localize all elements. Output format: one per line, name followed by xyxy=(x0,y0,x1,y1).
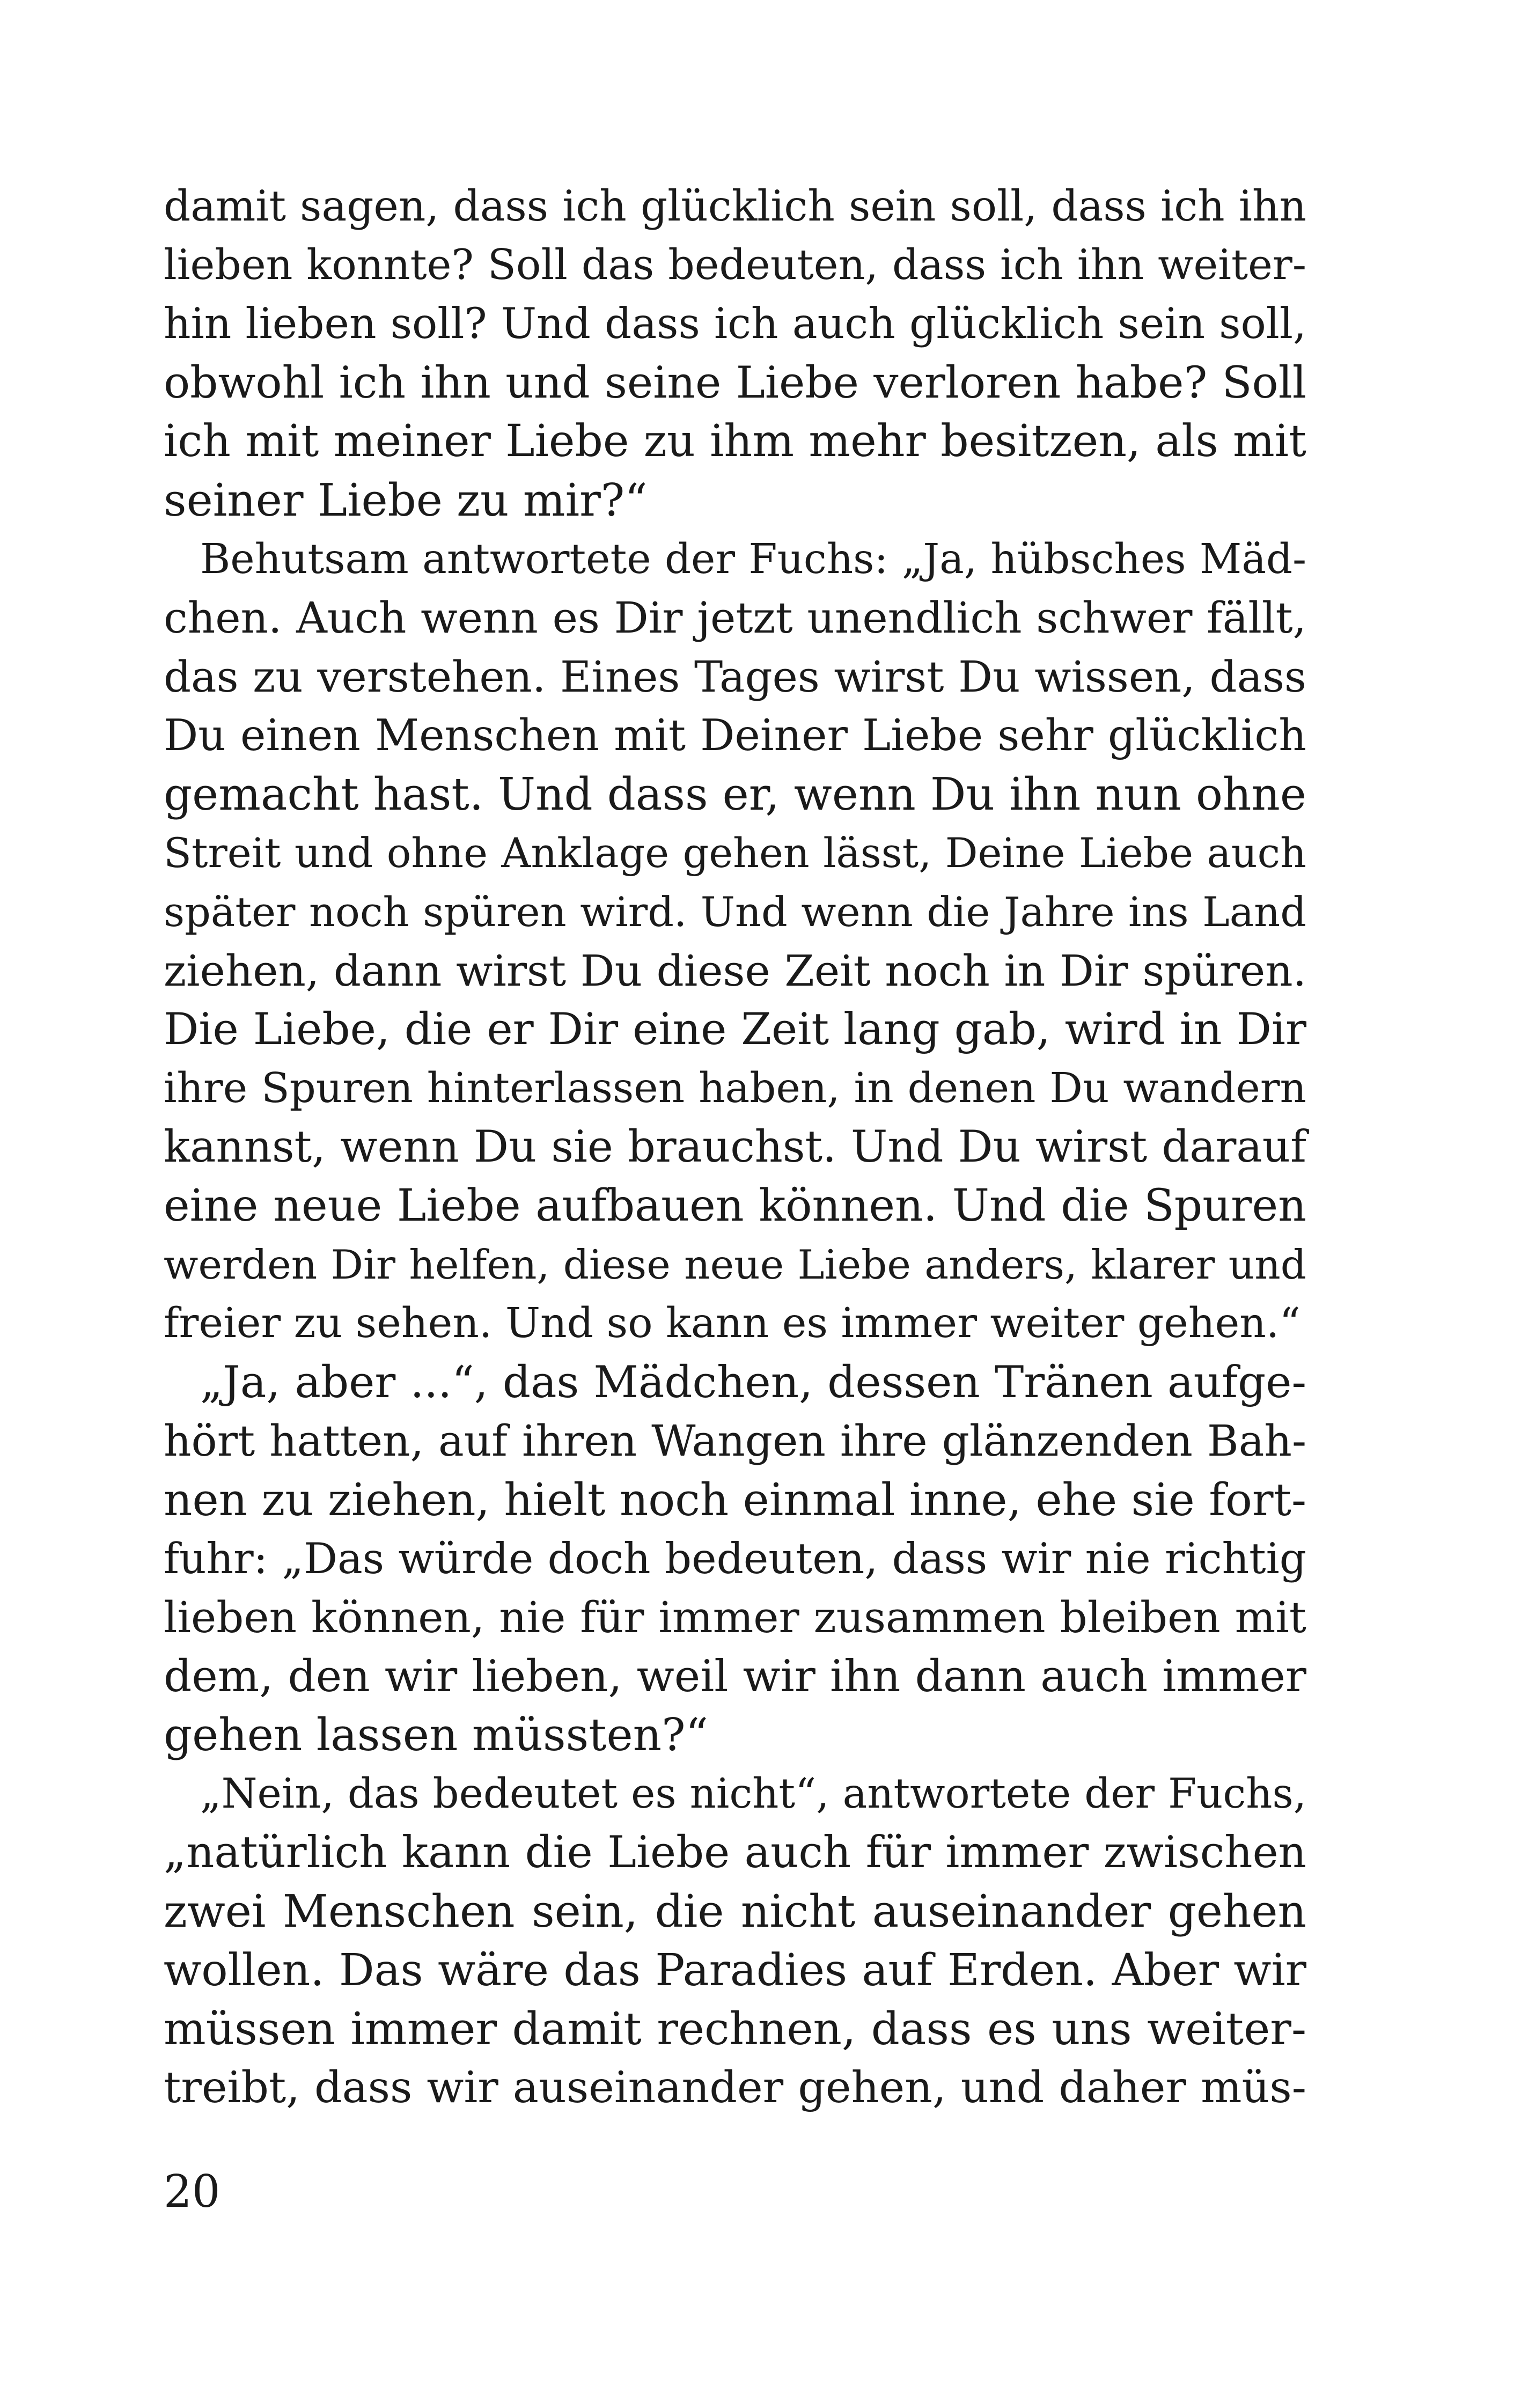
paragraph xyxy=(164,177,1306,530)
text-line: seiner Liebe zu mir?“ xyxy=(164,474,648,526)
text-line: obwohl ich ihn und seine Liebe verloren habe? Soll xyxy=(164,357,1306,408)
text-line: gehen lassen müssten?“ xyxy=(164,1709,709,1761)
text-line: müssen immer damit rechnen, dass es uns weiter- xyxy=(164,2003,1306,2055)
text-line: lieben können, nie für immer zusammen bleiben mit xyxy=(164,1592,1306,1643)
text-line: Du einen Menschen mit Deiner Liebe sehr glücklich xyxy=(164,710,1306,761)
text-line: damit sagen, dass ich glücklich sein soll, dass ich ihn xyxy=(164,181,1306,231)
text-line: „Ja, aber ...“, das Mädchen, dessen Tränen aufge- xyxy=(200,1356,1306,1408)
text-line: eine neue Liebe aufbauen können. Und die Spuren xyxy=(164,1180,1306,1232)
text-line: gemacht hast. Und dass er, wenn Du ihn nun ohne xyxy=(164,768,1306,820)
text-line: später noch spüren wird. Und wenn die Jahre ins Land xyxy=(164,888,1306,936)
text-line: ich mit meiner Liebe zu ihm mehr besitzen, als mit xyxy=(164,416,1306,467)
text-line: kannst, wenn Du sie brauchst. Und Du wirst darauf xyxy=(164,1121,1306,1172)
text-line: treibt, dass wir auseinander gehen, und daher müs- xyxy=(164,2062,1306,2113)
text-line: wollen. Das wäre das Paradies auf Erden. Aber wir xyxy=(164,1944,1306,1996)
paragraph xyxy=(164,1353,1306,1765)
body-text xyxy=(164,177,1306,2118)
paragraph xyxy=(164,1765,1306,2118)
text-line: dem, den wir lieben, weil wir ihn dann auch immer xyxy=(164,1650,1306,1702)
page-number: 20 xyxy=(164,2165,221,2218)
text-line: chen. Auch wenn es Dir jetzt unendlich schwer fällt, xyxy=(164,593,1306,643)
text-line: ihre Spuren hinterlassen haben, in denen Du wandern xyxy=(164,1064,1306,1112)
text-line: das zu verstehen. Eines Tages wirst Du wissen, dass xyxy=(164,651,1306,702)
text-line: hört hatten, auf ihren Wangen ihre glänzenden Bah- xyxy=(164,1416,1306,1466)
text-line: freier zu sehen. Und so kann es immer weiter gehen.“ xyxy=(164,1299,1300,1348)
paragraph xyxy=(164,530,1306,1353)
text-line: nen zu ziehen, hielt noch einmal inne, ehe sie fort- xyxy=(164,1474,1306,1526)
text-line: hin lieben soll? Und dass ich auch glücklich sein soll, xyxy=(164,299,1306,349)
text-line: werden Dir helfen, diese neue Liebe anders, klarer und xyxy=(164,1240,1306,1288)
text-line: fuhr: „Das würde doch bedeuten, dass wir nie richtig xyxy=(164,1533,1306,1583)
text-line: „Nein, das bedeutet es nicht“, antwortete der Fuchs, xyxy=(200,1770,1306,1818)
text-line: Die Liebe, die er Dir eine Zeit lang gab, wird in Dir xyxy=(164,1004,1306,1055)
text-line: „natürlich kann die Liebe auch für immer zwischen xyxy=(164,1827,1306,1878)
text-line: Streit und ohne Anklage gehen lässt, Deine Liebe auch xyxy=(164,829,1306,877)
text-line: ziehen, dann wirst Du diese Zeit noch in Dir spüren. xyxy=(164,945,1306,996)
text-line: lieben konnte? Soll das bedeuten, dass ich ihn weiter- xyxy=(164,240,1306,289)
text-line: Behutsam antwortete der Fuchs: „Ja, hübsches Mäd- xyxy=(200,535,1306,583)
text-line: zwei Menschen sein, die nicht auseinander gehen xyxy=(164,1885,1306,1938)
